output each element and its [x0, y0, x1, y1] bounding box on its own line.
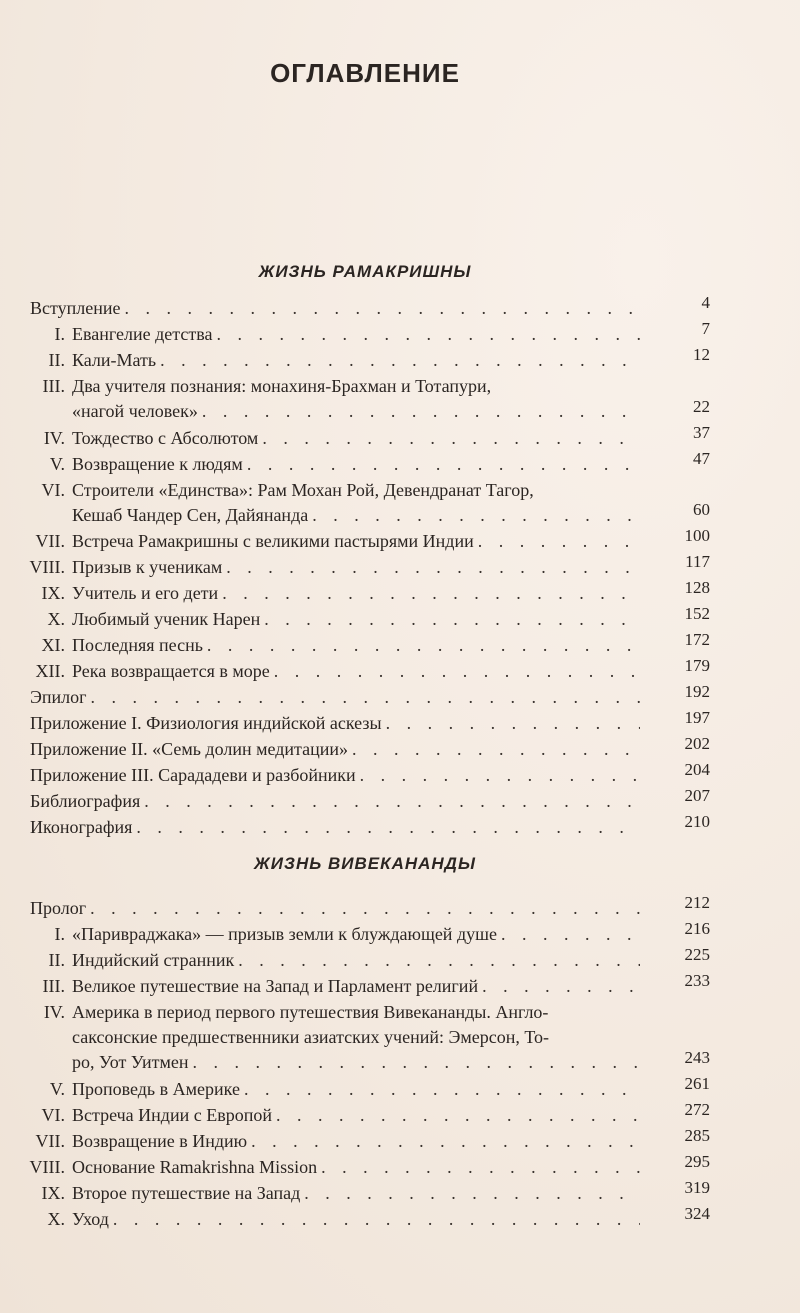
entry-title: Строители «Единства»: Рам Мохан Рой, Девендранат Тагор, — [72, 479, 534, 500]
page-number: 7 — [701, 319, 710, 338]
chapter-number: V. — [49, 453, 65, 474]
toc-entry[interactable] — [0, 478, 710, 529]
chapter-number: X. — [47, 1209, 65, 1229]
entry-title: Уход — [72, 1209, 109, 1229]
entry-title: Проповедь в Америке — [72, 1079, 240, 1099]
leader-dots — [91, 685, 640, 710]
entry-title: Второе путешествие на Запад — [72, 1183, 301, 1203]
entry-title: «Паривраджака» — призыв земли к блуждающей душе — [72, 924, 497, 944]
entry-title: Пролог — [30, 898, 87, 918]
entry-title: Учитель и его дети — [72, 583, 219, 603]
toc-entry[interactable] — [0, 526, 710, 555]
chapter-number: VI. — [41, 479, 65, 500]
entry-title: ро, Уот Уитмен — [72, 1052, 189, 1072]
entry-title: Евангелие детства — [72, 324, 213, 344]
leader-dots — [136, 815, 640, 840]
leader-dots — [216, 322, 640, 347]
page-number: 272 — [684, 1100, 710, 1119]
section-heading: ЖИЗНЬ РАМАКРИШНЫ — [258, 262, 472, 281]
chapter-number: IX. — [41, 1183, 65, 1203]
toc-entry[interactable] — [0, 552, 710, 581]
leader-dots — [478, 529, 640, 554]
page-number: 216 — [684, 919, 710, 938]
entry-title: Великое путешествие на Запад и Парламент религий — [72, 976, 479, 996]
leader-dots — [312, 503, 640, 528]
toc-entry[interactable] — [0, 812, 710, 841]
entry-title: Любимый ученик Нарен — [72, 609, 261, 629]
page-number: 22 — [693, 396, 710, 416]
chapter-number: VII. — [35, 1131, 65, 1151]
chapter-number: I. — [54, 924, 65, 944]
entry-title: Приложение I. Физиология индийской аскезы — [30, 713, 382, 733]
toc-entry[interactable] — [0, 1178, 710, 1207]
toc-entry[interactable] — [0, 945, 710, 974]
entry-title: Встреча Рамакришны с великими пастырями Индии — [72, 531, 474, 551]
leader-dots — [238, 948, 640, 973]
entry-title: саксонские предшественники азиатских учений: Эмерсон, То- — [72, 1027, 549, 1047]
chapter-number: II. — [48, 950, 65, 970]
leader-dots — [321, 1155, 640, 1180]
toc-entry[interactable] — [0, 708, 710, 737]
toc-entry[interactable] — [0, 786, 710, 815]
leader-dots — [124, 296, 640, 321]
page-number: 128 — [684, 578, 710, 597]
entry-title: Возвращение в Индию — [72, 1131, 248, 1151]
leader-dots — [244, 1077, 640, 1102]
chapter-number: VI. — [41, 1105, 65, 1125]
chapter-number: IV. — [43, 427, 65, 448]
entry-title: Иконография — [30, 817, 133, 837]
page-number: 295 — [684, 1152, 710, 1171]
entry-title: Америка в период первого путешествия Вивекананды. Англо- — [72, 1002, 549, 1022]
toc-entry[interactable] — [0, 319, 710, 348]
toc-entry[interactable] — [0, 1204, 710, 1233]
chapter-number: XII. — [35, 661, 65, 681]
leader-dots — [222, 581, 640, 606]
page-number: 233 — [684, 971, 710, 990]
page-number: 60 — [693, 500, 710, 519]
chapter-number: I. — [54, 324, 65, 344]
chapter-number: VIII. — [29, 557, 65, 577]
entry-title: Основание Ramakrishna Mission — [72, 1157, 318, 1177]
toc-entry[interactable] — [0, 656, 710, 685]
chapter-number: II. — [48, 350, 65, 370]
entry-title: Приложение II. «Семь долин медитации» — [30, 739, 348, 759]
entry-title: Два учителя познания: монахиня-Брахман и Тотапури, — [72, 376, 492, 396]
page-number: 100 — [684, 526, 710, 545]
page-number: 261 — [684, 1074, 710, 1093]
page-title: ОГЛАВЛЕНИЕ — [270, 58, 460, 88]
page-number: 243 — [684, 1048, 710, 1067]
leader-dots — [501, 922, 640, 947]
entry-title: Вступление — [30, 298, 121, 318]
leader-dots — [113, 1207, 640, 1232]
entry-title: Приложение III. Сарададеви и разбойники — [30, 765, 356, 785]
page-number: 210 — [684, 812, 710, 831]
toc-entry[interactable] — [0, 760, 710, 789]
toc-entry[interactable] — [0, 448, 710, 478]
entry-title: Кали-Мать — [72, 350, 157, 370]
page-number: 37 — [693, 422, 710, 442]
page-number: 12 — [693, 345, 710, 364]
page-number: 319 — [684, 1178, 710, 1197]
toc-entry[interactable] — [0, 1000, 710, 1077]
leader-dots — [262, 426, 640, 451]
toc-entry[interactable] — [0, 682, 710, 711]
page-number: 212 — [684, 893, 710, 912]
leader-dots — [193, 1050, 640, 1075]
page-number: 117 — [685, 552, 710, 571]
page-number: 202 — [684, 734, 710, 753]
entry-title: Индийский странник — [72, 950, 235, 970]
toc-entry[interactable] — [0, 604, 710, 633]
leader-dots — [247, 452, 640, 477]
entry-title: Библиография — [30, 791, 141, 811]
chapter-number: IV. — [43, 1002, 65, 1022]
chapter-number: III. — [42, 376, 65, 396]
section-heading: ЖИЗНЬ ВИВЕКАНАНДЫ — [254, 854, 476, 873]
toc-entry[interactable] — [0, 578, 710, 607]
page-number: 207 — [684, 786, 710, 805]
toc-entry[interactable] — [0, 1100, 710, 1129]
leader-dots — [274, 659, 640, 684]
page-number: 47 — [693, 448, 710, 468]
leader-dots — [144, 789, 640, 814]
toc-entry[interactable] — [0, 630, 710, 659]
toc-entry[interactable] — [0, 893, 710, 922]
toc-entry[interactable] — [0, 1152, 710, 1181]
toc-entry[interactable] — [0, 919, 710, 948]
toc-entry[interactable] — [0, 734, 710, 763]
entry-title: Тождество с Абсолютом — [72, 427, 259, 448]
leader-dots — [352, 737, 640, 762]
entry-title: Призыв к ученикам — [72, 557, 223, 577]
leader-dots — [251, 1129, 640, 1154]
page-number: 152 — [684, 604, 710, 623]
toc-entry[interactable] — [0, 293, 710, 322]
chapter-number: III. — [42, 976, 65, 996]
toc-entry[interactable] — [0, 374, 710, 425]
leader-dots — [276, 1103, 640, 1128]
page-number: 225 — [684, 945, 710, 964]
toc-entry[interactable] — [0, 971, 710, 1000]
chapter-number: XI. — [41, 635, 65, 655]
page-number: 204 — [684, 760, 710, 779]
leader-dots — [482, 974, 640, 999]
toc-entry[interactable] — [0, 422, 710, 452]
leader-dots — [160, 348, 640, 373]
page-number: 324 — [684, 1204, 710, 1223]
page-number: 4 — [701, 293, 710, 312]
page-number: 179 — [684, 656, 710, 675]
leader-dots — [304, 1181, 640, 1206]
entry-title: Возвращение к людям — [72, 453, 243, 474]
page-number: 197 — [684, 708, 710, 727]
page-number: 172 — [684, 630, 710, 649]
page-number: 285 — [684, 1126, 710, 1145]
leader-dots — [386, 711, 640, 736]
chapter-number: IX. — [41, 583, 65, 603]
leader-dots — [90, 896, 640, 921]
leader-dots — [226, 555, 640, 580]
entry-title: Эпилог — [30, 687, 87, 707]
entry-title: Река возвращается в море — [72, 661, 270, 681]
toc-entry[interactable] — [0, 345, 710, 374]
chapter-number: X. — [47, 609, 65, 629]
leader-dots — [264, 607, 640, 632]
leader-dots — [207, 633, 640, 658]
entry-title: Последняя песнь — [72, 635, 203, 655]
page-number: 192 — [684, 682, 710, 701]
chapter-number: VII. — [35, 531, 65, 551]
leader-dots — [360, 763, 640, 788]
chapter-number: V. — [49, 1079, 65, 1099]
entry-title: «нагой человек» — [72, 401, 198, 421]
leader-dots — [202, 399, 640, 424]
chapter-number: VIII. — [29, 1157, 65, 1177]
toc-entry[interactable] — [0, 1074, 710, 1103]
toc-entry[interactable] — [0, 1126, 710, 1155]
entry-title: Кешаб Чандер Сен, Дайянанда — [72, 504, 309, 525]
entry-title: Встреча Индии с Европой — [72, 1105, 272, 1125]
